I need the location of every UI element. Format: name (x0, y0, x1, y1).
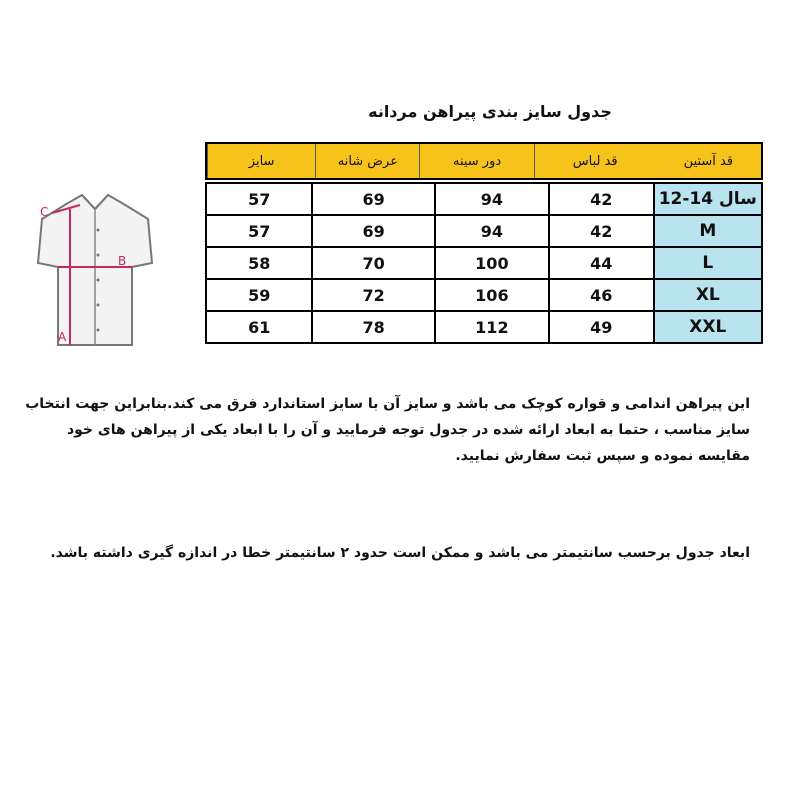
cell-chest: 94 (434, 216, 548, 246)
cell-chest: 100 (434, 248, 548, 278)
header-size: سایز (207, 144, 315, 178)
size-table-body (205, 182, 763, 344)
measure-label-a: A (58, 330, 67, 344)
cell-size: XL (653, 280, 761, 310)
cell-sleeve: 58 (248, 253, 271, 273)
header-length: قد لباس (534, 144, 656, 178)
shirt-button (97, 229, 100, 232)
cell-sleeve: 57 (248, 189, 271, 209)
cell-length: 78 (311, 312, 433, 342)
cell-length: 69 (311, 216, 433, 246)
fit-note-line: مقایسه نموده و سپس ثبت سفارش نمایید. (455, 448, 750, 464)
cell-size: M (653, 216, 761, 246)
measurement-note: ابعاد جدول برحسب سانتیمتر می باشد و ممکن است حدود ۲ سانتیمتر خطا در اندازه گیری داشته باشد. (50, 545, 750, 561)
cell-shoulder: 44 (548, 248, 653, 278)
cell-shoulder: 42 (548, 216, 653, 246)
header-shoulder: عرض شانه (315, 144, 419, 178)
cell-shoulder: 42 (548, 184, 653, 214)
size-table-header (205, 142, 763, 180)
table-row (205, 182, 763, 216)
cell-sleeve: 61 (248, 317, 271, 337)
cell-size: سال 14-12 (653, 184, 761, 214)
measure-label-c: C (40, 205, 49, 219)
cell-shoulder: 46 (548, 280, 653, 310)
fit-note-line: این پیراهن اندامی و قواره کوچک می باشد و سایز آن با سایز استاندارد فرق می کند.بنابراین جهت انتخاب (25, 396, 750, 412)
table-row (205, 312, 763, 344)
table-row (205, 216, 763, 248)
shirt-button (97, 304, 100, 307)
table-row (205, 248, 763, 280)
cell-size: XXL (653, 312, 761, 342)
size-table (205, 142, 763, 344)
cell-chest: 106 (434, 280, 548, 310)
header-chest: دور سینه (419, 144, 533, 178)
fit-note (20, 391, 750, 469)
cell-length: 70 (311, 248, 433, 278)
cell-chest: 94 (434, 184, 548, 214)
cell-sleeve: 57 (248, 221, 271, 241)
shirt-button (97, 279, 100, 282)
shirt-measurement-diagram (20, 185, 170, 355)
cell-length: 69 (311, 184, 433, 214)
table-row (205, 280, 763, 312)
cell-length: 72 (311, 280, 433, 310)
header-sleeve: قد آستین (683, 153, 734, 169)
cell-chest: 112 (434, 312, 548, 342)
measure-label-b: B (118, 254, 127, 268)
shirt-button (97, 329, 100, 332)
page-title: جدول سایز بندی پیراهن مردانه (368, 102, 612, 121)
cell-sleeve: 59 (248, 285, 271, 305)
shirt-button (97, 254, 100, 257)
fit-note-line: سایز مناسب ، حتما به ابعاد ارائه شده در جدول توجه فرمایید و آن را با ابعاد یکی از پیراهن های خود (66, 422, 750, 438)
cell-size: L (653, 248, 761, 278)
cell-shoulder: 49 (548, 312, 653, 342)
